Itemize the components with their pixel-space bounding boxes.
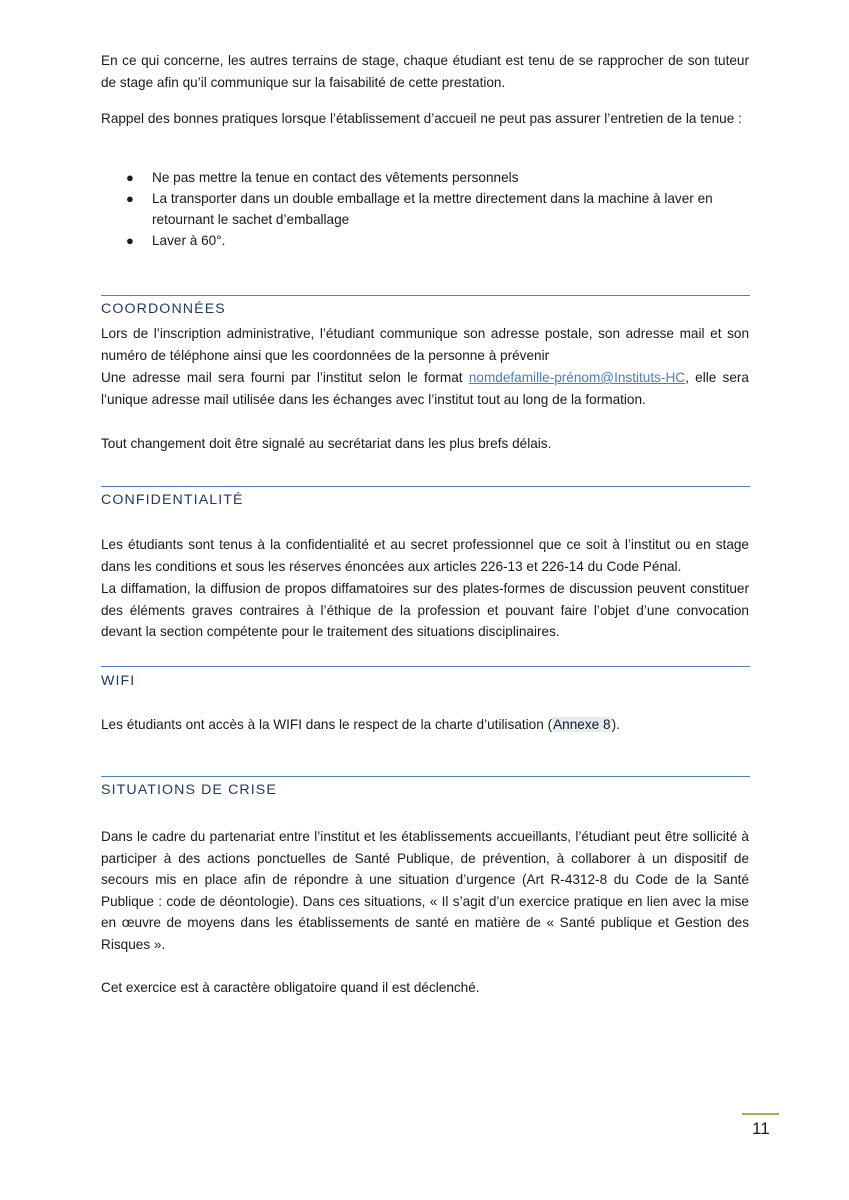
section-divider xyxy=(101,295,750,296)
bullet-icon: ● xyxy=(126,191,134,206)
intro-paragraph-rappel: Rappel des bonnes pratiques lorsque l’établissement d’accueil ne peut pas assurer l’entretien de la tenue : xyxy=(101,111,742,126)
wifi-paragraph: Les étudiants ont accès à la WIFI dans le respect de la charte d’utilisation (Annexe 8). xyxy=(101,717,620,732)
page-number: 11 xyxy=(752,1119,770,1138)
section-divider xyxy=(101,486,750,487)
section-divider xyxy=(101,776,750,777)
crise-paragraph-partenariat: Dans le cadre du partenariat entre l’institut et les établissements accueillants, l’étudiant peut être sollicité à participer à des actions ponctuelles de Santé Publique, de prévention, à collaborer à un dispositif de secours mis en place afin de répondre à une situation d’urgence (Art R-4312-8 du Code de la Santé Publique : code de déontologie). Dans ces situations, « Il s’agit d’un exercice pratique en lien avec la mise en œuvre de moyens dans les établissements de santé en matière de « Santé publique et Gestion des Risques ». xyxy=(101,829,749,952)
coordonnees-paragraph-email: Une adresse mail sera fourni par l’institut selon le format nomdefamille-prénom@Instituts-HC, elle sera l’unique adresse mail utilisée dans les échanges avec l’institut tout au long de la formation. xyxy=(101,370,749,407)
section-title-wifi: WIFI xyxy=(101,673,136,689)
section-divider xyxy=(101,666,750,667)
list-item: ● La transporter dans un double emballage et la mettre directement dans la machine à laver en retournant le sachet d’emballage xyxy=(101,188,749,230)
list-item: ● Laver à 60°. xyxy=(101,230,749,251)
email-format-link[interactable]: nomdefamille-prénom@Instituts-HC xyxy=(468,370,686,385)
bullet-icon: ● xyxy=(126,170,134,185)
intro-paragraph-stage: En ce qui concerne, les autres terrains de stage, chaque étudiant est tenu de se rapprocher de son tuteur de stage afin qu’il communique sur la faisabilité de cette prestation. xyxy=(101,53,749,90)
section-title-coordonnees: COORDONNÉES xyxy=(101,301,226,317)
section-title-confidentialite: CONFIDENTIALITÉ xyxy=(101,492,244,508)
confidentialite-paragraph-diffamation: La diffamation, la diffusion de propos diffamatoires sur des plates-formes de discussion peuvent constituer des éléments graves contraires à l’éthique de la profession et pouvant faire l’objet d’une convocation devant la section compétente pour le traitement des situations disciplinaires. xyxy=(101,581,749,639)
good-practices-list xyxy=(101,167,749,251)
coordonnees-paragraph-changement: Tout changement doit être signalé au secrétariat dans les plus brefs délais. xyxy=(101,436,552,451)
bullet-icon: ● xyxy=(126,233,134,248)
list-item: ● Ne pas mettre la tenue en contact des vêtements personnels xyxy=(101,167,749,188)
footer-divider xyxy=(742,1113,779,1115)
annex-8-reference[interactable]: Annexe 8 xyxy=(553,717,611,732)
coordonnees-paragraph-inscription: Lors de l’inscription administrative, l’étudiant communique son adresse postale, son adresse mail et son numéro de téléphone ainsi que les coordonnées de la personne à prévenir xyxy=(101,326,749,363)
confidentialite-paragraph-secret: Les étudiants sont tenus à la confidentialité et au secret professionnel que ce soit à l’institut ou en stage dans les conditions et sous les réserves énoncées aux articles 226-13 et 226-14 du Code Pénal. xyxy=(101,537,749,574)
section-title-crise: SITUATIONS DE CRISE xyxy=(101,782,277,798)
crise-paragraph-obligatoire: Cet exercice est à caractère obligatoire quand il est déclenché. xyxy=(101,980,480,995)
